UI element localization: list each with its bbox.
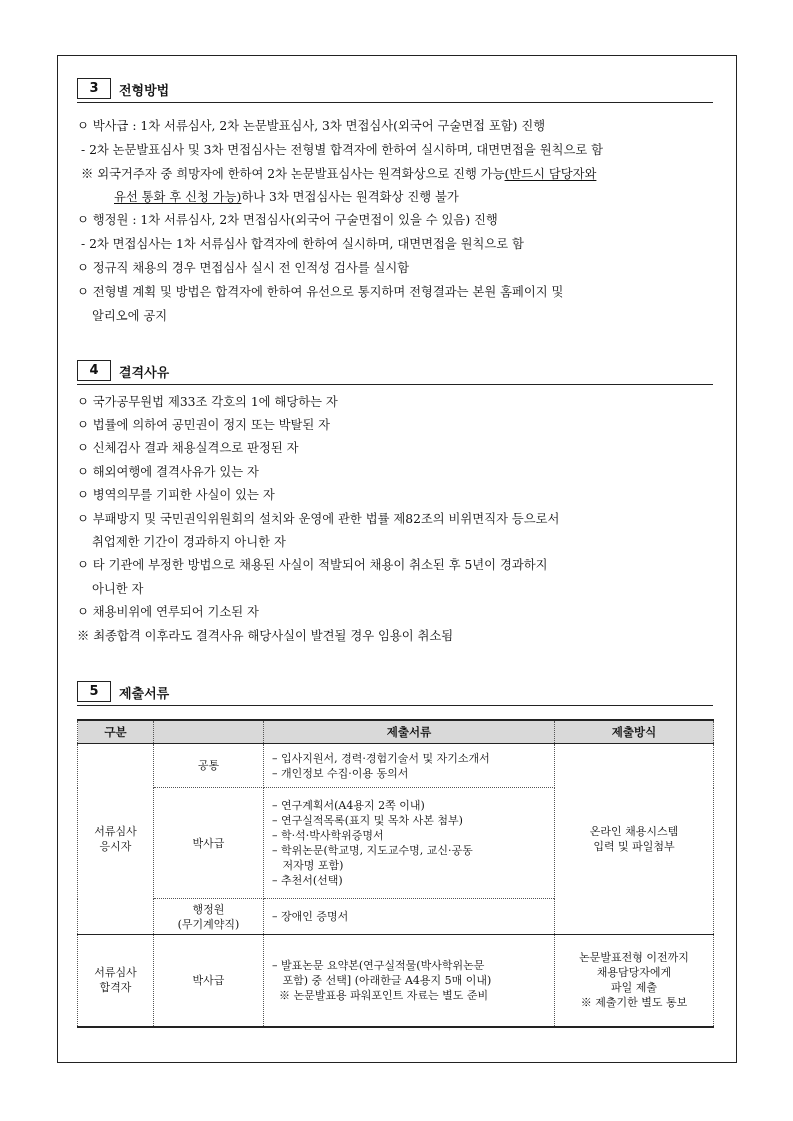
doc-item: 저자명 포함): [272, 859, 344, 872]
doc-item: – 추천서(선택): [272, 874, 343, 887]
group-2-docs: [264, 935, 555, 1027]
doc-item: – 발표논문 요약본(연구실적물(박사학위논문: [272, 958, 485, 972]
s4-line-6: ㅇ 부패방지 및 국민권익위원회의 설치와 운영에 관한 법률 제82조의 비위면직자 등으로서: [77, 512, 560, 526]
section-3-title: 전형방법: [119, 84, 170, 99]
s4-line-7: 취업제한 기간이 경과하지 아니한 자: [92, 535, 286, 549]
doc-item: – 학위논문(학교명, 지도교수명, 교신·공동: [272, 844, 473, 857]
section-4-title: 결격사유: [119, 366, 170, 381]
s3-line-3-underlined: (반드시 담당자와: [504, 167, 597, 181]
s3-line-6: - 2차 면접심사는 1차 서류심사 합격자에 한하여 실시하며, 대면면접을 원칙으로 함: [81, 237, 524, 251]
documents-table: [77, 719, 714, 1028]
row-docs-admin: [264, 899, 555, 935]
section-5-number: 5: [77, 681, 111, 702]
doc-item: – 학·석·박사학위증명서: [272, 829, 384, 842]
s4-line-11: ※ 최종합격 이후라도 결격사유 해당사실이 발견될 경우 임용이 취소됨: [77, 629, 454, 643]
doc-item: – 장애인 증명서: [272, 910, 349, 923]
header-method: 제출방식: [555, 720, 714, 744]
table-header-row: [78, 720, 714, 744]
s4-line-1: ㅇ 국가공무원법 제33조 각호의 1에 해당하는 자: [77, 395, 338, 409]
doc-item: – 입사지원서, 경력·경험기술서 및 자기소개서: [272, 751, 490, 765]
s3-line-2: - 2차 논문발표심사 및 3차 면접심사는 전형별 합격자에 한하여 실시하며, 대면면접을 원칙으로 함: [81, 143, 604, 157]
doc-item: 포함) 중 선택] (아래한글 A4용지 5매 이내): [272, 973, 492, 987]
row-sub-doctoral: 박사급: [154, 788, 264, 899]
s4-line-2: ㅇ 법률에 의하여 공민권이 정지 또는 박탈된 자: [77, 418, 331, 432]
s3-line-8: ㅇ 전형별 계획 및 방법은 합격자에 한하여 유선으로 통지하며 전형결과는 본원 홈페이지 및: [77, 285, 564, 299]
s4-line-4: ㅇ 해외여행에 결격사유가 있는 자: [77, 465, 259, 479]
s4-line-10: ㅇ 채용비위에 연루되어 기소된 자: [77, 605, 259, 619]
row-sub-admin: 행정원 (무기계약직): [154, 899, 264, 935]
section-3-header: [77, 78, 713, 103]
s4-line-5: ㅇ 병역의무를 기피한 사실이 있는 자: [77, 488, 275, 502]
s4-line-9: 아니한 자: [92, 582, 144, 596]
section-4-header: [77, 360, 713, 385]
header-category: 구분: [78, 720, 154, 744]
s3-line-4: [114, 189, 459, 205]
row-sub-common: 공통: [154, 744, 264, 788]
section-4-number: 4: [77, 360, 111, 381]
group-2-method: 논문발표전형 이전까지 채용담당자에게 파일 제출 ※ 제출기한 별도 통보: [555, 935, 714, 1027]
s3-line-7: ㅇ 정규직 채용의 경우 면접심사 실시 전 인적성 검사를 실시함: [77, 261, 410, 275]
s3-line-3: [81, 166, 596, 182]
table-row: [78, 744, 714, 788]
group-2-label: 서류심사 합격자: [78, 935, 154, 1027]
group-1-label: 서류심사 응시자: [78, 744, 154, 935]
group-1-method: 온라인 채용시스템 입력 및 파일첨부: [555, 744, 714, 935]
doc-item: ※ 논문발표용 파워포인트 자료는 별도 준비: [272, 988, 489, 1002]
s3-line-4-underlined: 유선 통화 후 신청 가능): [114, 190, 242, 204]
section-5-title: 제출서류: [119, 687, 170, 702]
s4-line-3: ㅇ 신체검사 결과 채용실격으로 판정된 자: [77, 441, 299, 455]
row-docs-doctoral: [264, 788, 555, 899]
doc-item: – 연구계획서(A4용지 2쪽 이내): [272, 799, 425, 812]
header-blank: [154, 720, 264, 744]
row-docs-common: [264, 744, 555, 788]
s3-line-4-text: 하나 3차 면접심사는 원격화상 진행 불가: [241, 190, 459, 204]
s3-line-5: ㅇ 행정원 : 1차 서류심사, 2차 면접심사(외국어 구술면접이 있을 수 있음) 진행: [77, 213, 498, 227]
section-5-header: [77, 681, 713, 706]
s3-line-1: ㅇ 박사급 : 1차 서류심사, 2차 논문발표심사, 3차 면접심사(외국어 구술면접 포함) 진행: [77, 119, 546, 133]
s3-line-9: 알리오에 공지: [92, 309, 168, 323]
header-documents: 제출서류: [264, 720, 555, 744]
section-3-number: 3: [77, 78, 111, 99]
group-2-sub: 박사급: [154, 935, 264, 1027]
doc-item: – 개인정보 수집·이용 동의서: [272, 766, 409, 780]
table-row: [78, 935, 714, 1027]
doc-item: – 연구실적목록(표지 및 목차 사본 첨부): [272, 814, 463, 827]
s3-line-3-text: ※ 외국거주자 중 희망자에 한하여 2차 논문발표심사는 원격화상으로 진행 가능: [81, 167, 505, 181]
s4-line-8: ㅇ 타 기관에 부정한 방법으로 채용된 사실이 적발되어 채용이 취소된 후 5년이 경과하지: [77, 558, 548, 572]
